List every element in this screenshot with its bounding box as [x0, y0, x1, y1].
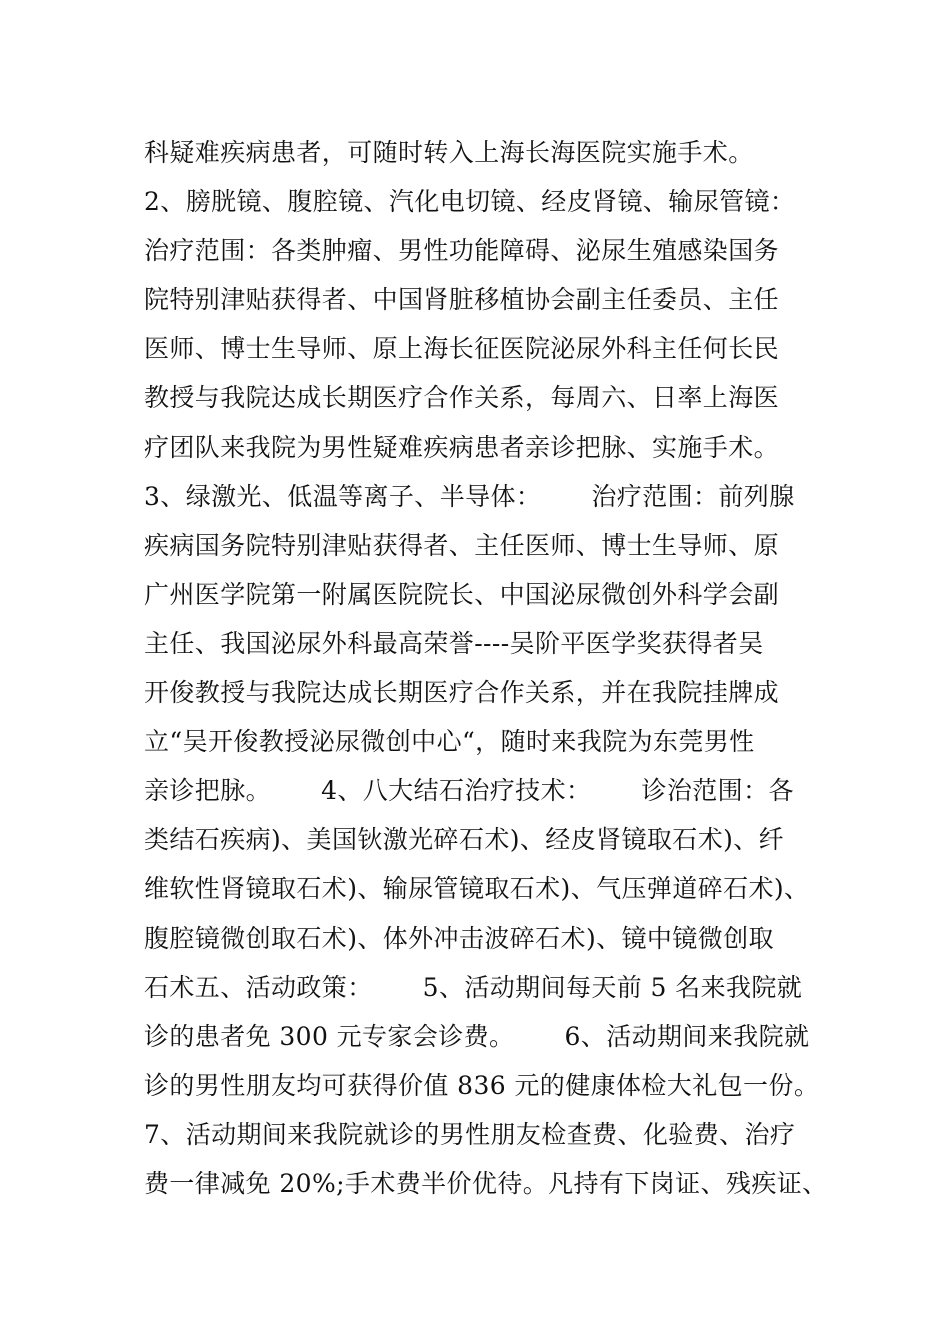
text-line: 维软性肾镜取石术)、输尿管镜取石术)、气压弹道碎石术)、 [144, 874, 810, 904]
text-line: 费一律减免 20%;手术费半价优待。凡持有下岗证、残疾证、 [144, 1168, 828, 1198]
text-line: 类结石疾病)、美国钬激光碎石术)、经皮肾镜取石术)、纤 [144, 825, 785, 855]
text-line: 诊的患者免 300 元专家会诊费。 6、活动期间来我院就 [144, 1021, 810, 1051]
text-line: 立“吴开俊教授泌尿微创中心“，随时来我院为东莞男性 [144, 727, 755, 757]
text-line: 疗团队来我院为男性疑难疾病患者亲诊把脉、实施手术。 [144, 432, 780, 462]
text-line: 教授与我院达成长期医疗合作关系，每周六、日率上海医 [144, 383, 780, 413]
text-line: 疾病国务院特别津贴获得者、主任医师、博士生导师、原 [144, 530, 780, 560]
text-line: 广州医学院第一附属医院院长、中国泌尿微创外科学会副 [144, 579, 780, 609]
text-line: 2、膀胱镜、腹腔镜、汽化电切镜、经皮肾镜、输尿管镜： [144, 187, 796, 217]
text-line: 科疑难疾病患者，可随时转入上海长海医院实施手术。 [144, 138, 754, 167]
text-line: 腹腔镜微创取石术)、体外冲击波碎石术)、镜中镜微创取 [144, 923, 774, 953]
text-line: 3、绿激光、低温等离子、半导体： 治疗范围：前列腺 [144, 481, 795, 511]
text-line: 亲诊把脉。 4、八大结石治疗技术： 诊治范围：各 [144, 776, 794, 806]
body-text [144, 128, 844, 1208]
text-line: 院特别津贴获得者、中国肾脏移植协会副主任委员、主任 [144, 285, 780, 315]
text-line: 治疗范围：各类肿瘤、男性功能障碍、泌尿生殖感染国务 [144, 236, 780, 266]
text-line: 开俊教授与我院达成长期医疗合作关系，并在我院挂牌成 [144, 678, 780, 708]
text-line: 主任、我国泌尿外科最高荣誉----吴阶平医学奖获得者吴 [144, 628, 764, 658]
text-line: 诊的男性朋友均可获得价值 836 元的健康体检大礼包一份。 [144, 1070, 820, 1100]
text-line: 医师、博士生导师、原上海长征医院泌尿外科主任何长民 [144, 334, 780, 364]
text-line: 石术五、活动政策： 5、活动期间每天前 5 名来我院就 [144, 972, 803, 1002]
text-line: 7、活动期间来我院就诊的男性朋友检查费、化验费、治疗 [144, 1119, 796, 1149]
